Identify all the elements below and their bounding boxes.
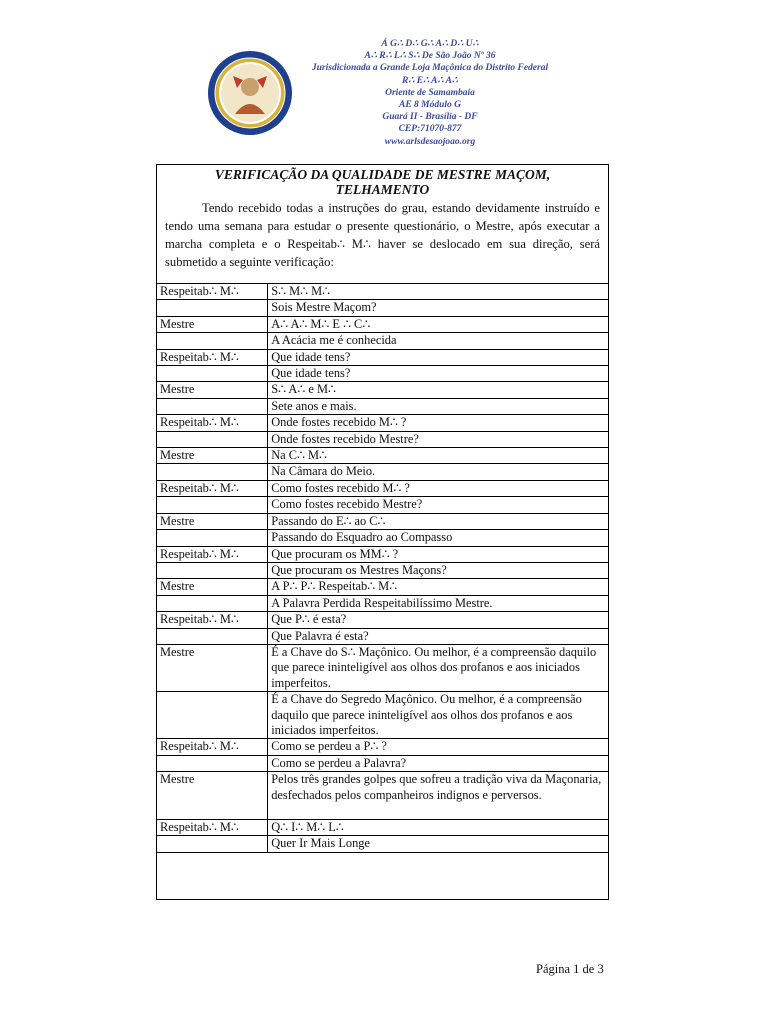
line-cell: Como se perdeu a Palavra?: [268, 755, 609, 771]
speaker-cell: Mestre: [157, 513, 268, 529]
header-line: Guará II - Brasília - DF: [382, 112, 478, 123]
line-cell: Onde fostes recebido M∴ ?: [268, 415, 609, 431]
speaker-cell: [157, 497, 268, 513]
speaker-cell: [157, 398, 268, 414]
table-row: [157, 530, 609, 546]
speaker-cell: Respeitab∴ M∴: [157, 820, 268, 836]
line-cell: S∴ M∴ M∴: [268, 284, 609, 300]
intro-text: Tendo recebido todas a instruções do grau, estando devidamente instruído e tendo uma semana para estudar o presente questionário, o Mestre, após executar a marcha completa e o Respeitab∴ M∴ haver se deslocado em sua direção, será submetido a seguinte verificação:: [165, 201, 600, 269]
speaker-cell: [157, 300, 268, 316]
title-line-1: VERIFICAÇÃO DA QUALIDADE DE MESTRE MAÇOM,: [214, 167, 551, 182]
table-row: [157, 755, 609, 771]
header-line: AE 8 Módulo G: [398, 100, 462, 111]
intro-paragraph: [157, 199, 608, 271]
speaker-cell: [157, 692, 268, 739]
lodge-header: [290, 38, 570, 148]
header-line: R∴ E∴ A∴ A∴: [402, 75, 458, 86]
line-cell: Que idade tens?: [268, 349, 609, 365]
table-row: [157, 820, 609, 836]
speaker-cell: [157, 366, 268, 382]
table-row: [157, 772, 609, 820]
speaker-cell: [157, 464, 268, 480]
table-row: [157, 644, 609, 691]
header-line: Jurisdicionada a Grande Loja Maçônica do Distrito Federal: [311, 63, 549, 74]
speaker-cell: Respeitab∴ M∴: [157, 480, 268, 496]
speaker-cell: Respeitab∴ M∴: [157, 739, 268, 755]
line-cell: Na Câmara do Meio.: [268, 464, 609, 480]
speaker-cell: Respeitab∴ M∴: [157, 612, 268, 628]
title-line-2: TELHAMENTO: [335, 182, 430, 197]
table-row: [157, 579, 609, 595]
line-cell: Passando do Esquadro ao Compasso: [268, 530, 609, 546]
table-row: [157, 612, 609, 628]
line-cell: A Palavra Perdida Respeitabilíssimo Mestre.: [268, 595, 609, 611]
document-box: [156, 164, 609, 900]
speaker-cell: [157, 628, 268, 644]
speaker-cell: [157, 431, 268, 447]
line-cell: É a Chave do S∴ Maçônico. Ou melhor, é a compreensão daquilo que parece ininteligível aos olhos dos profanos e aos iniciados imperfeitos.: [268, 644, 609, 691]
line-cell: Como fostes recebido Mestre?: [268, 497, 609, 513]
header-line: CEP:71070-877: [398, 124, 462, 135]
line-cell: Sois Mestre Maçom?: [268, 300, 609, 316]
table-row: [157, 398, 609, 414]
line-cell: Que procuram os Mestres Maçons?: [268, 562, 609, 578]
document-title: [157, 167, 608, 197]
table-row: [157, 546, 609, 562]
table-row: [157, 415, 609, 431]
line-cell: A Acácia me é conhecida: [268, 333, 609, 349]
table-row: [157, 300, 609, 316]
line-cell: Na C∴ M∴: [268, 448, 609, 464]
speaker-cell: Mestre: [157, 382, 268, 398]
line-cell: S∴ A∴ e M∴: [268, 382, 609, 398]
line-cell: A∴ A∴ M∴ E ∴ C∴: [268, 316, 609, 332]
table-row: [157, 382, 609, 398]
line-cell: Como se perdeu a P∴ ?: [268, 739, 609, 755]
page-number: Página 1 de 3: [536, 962, 604, 976]
speaker-cell: Mestre: [157, 772, 268, 820]
speaker-cell: Mestre: [157, 448, 268, 464]
table-row: [157, 366, 609, 382]
speaker-cell: Mestre: [157, 316, 268, 332]
line-cell: Que procuram os MM∴ ?: [268, 546, 609, 562]
table-row: [157, 448, 609, 464]
speaker-cell: Respeitab∴ M∴: [157, 284, 268, 300]
table-row: [157, 595, 609, 611]
table-row: [157, 562, 609, 578]
line-cell: A P∴ P∴ Respeitab∴ M∴: [268, 579, 609, 595]
table-row: [157, 431, 609, 447]
line-cell: Que idade tens?: [268, 366, 609, 382]
dialogue-table-body: [157, 284, 609, 853]
line-cell: Passando do E∴ ao C∴: [268, 513, 609, 529]
header-line: Oriente de Samambaia: [385, 87, 475, 98]
table-row: [157, 480, 609, 496]
line-cell: Onde fostes recebido Mestre?: [268, 431, 609, 447]
speaker-cell: Mestre: [157, 579, 268, 595]
table-row: [157, 739, 609, 755]
table-row: [157, 464, 609, 480]
speaker-cell: [157, 333, 268, 349]
speaker-cell: [157, 530, 268, 546]
speaker-cell: Respeitab∴ M∴: [157, 546, 268, 562]
table-row: [157, 836, 609, 852]
speaker-cell: [157, 836, 268, 852]
lodge-seal-icon: [207, 50, 293, 136]
speaker-cell: Respeitab∴ M∴: [157, 415, 268, 431]
line-cell: Que P∴ é esta?: [268, 612, 609, 628]
speaker-cell: Mestre: [157, 644, 268, 691]
line-cell: Sete anos e mais.: [268, 398, 609, 414]
line-cell: Que Palavra é esta?: [268, 628, 609, 644]
line-cell: É a Chave do Segredo Maçônico. Ou melhor, é a compreensão daquilo que parece ininteligível aos olhos dos profanos e aos iniciados imperfeitos.: [268, 692, 609, 739]
table-row: [157, 497, 609, 513]
table-row: [157, 628, 609, 644]
line-cell: Como fostes recebido M∴ ?: [268, 480, 609, 496]
speaker-cell: [157, 755, 268, 771]
line-cell: Pelos três grandes golpes que sofreu a tradição viva da Maçonaria, desfechados pelos companheiros indignos e perversos.: [268, 772, 609, 820]
header-line: Á G∴ D∴ G∴ A∴ D∴ U∴: [381, 39, 479, 49]
header-website-link[interactable]: www.arlsdesaojoao.org: [384, 136, 476, 147]
table-row: [157, 513, 609, 529]
table-row: [157, 349, 609, 365]
speaker-cell: [157, 562, 268, 578]
header-line: A∴ R∴ L∴ S∴ De São João Nº 36: [364, 51, 496, 62]
dialogue-table: [156, 283, 609, 853]
line-cell: Quer Ir Mais Longe: [268, 836, 609, 852]
table-row: [157, 333, 609, 349]
speaker-cell: [157, 595, 268, 611]
table-row: [157, 284, 609, 300]
speaker-cell: Respeitab∴ M∴: [157, 349, 268, 365]
line-cell: Q∴ I∴ M∴ L∴: [268, 820, 609, 836]
table-row: [157, 316, 609, 332]
table-row: [157, 692, 609, 739]
